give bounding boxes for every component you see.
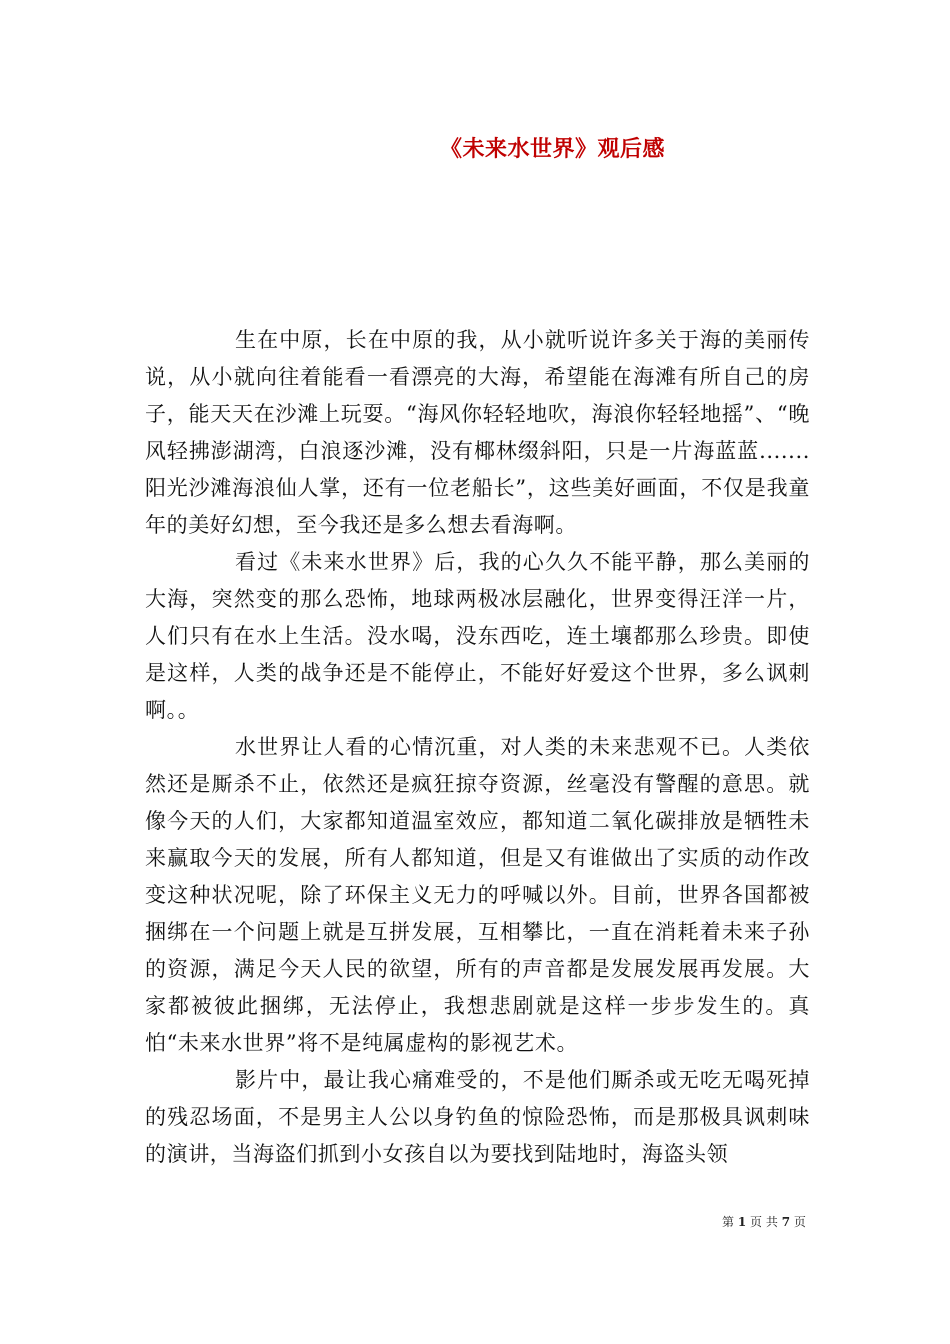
document-title: 《未来水世界》观后感: [440, 136, 666, 162]
footer-total-pages: 7: [781, 1215, 791, 1229]
footer-prefix: 第: [722, 1215, 735, 1229]
paragraph-1: 生在中原，长在中原的我，从小就听说许多关于海的美丽传说，从小就向往着能看一看漂亮的大海，希望能在海滩有所自己的房子，能天天在沙滩上玩耍。“海风你轻轻地吹，海浪你轻轻地摇”、“晚风轻拂澎湖湾，白浪逐沙滩，没有椰林缀斜阳，只是一片海蓝蓝.......阳光沙滩海浪仙人掌，还有一位老船长”，这些美好画面，不仅是我童年的美好幻想，至今我还是多么想去看海啊。: [145, 328, 810, 537]
paragraph-2: 看过《未来水世界》后，我的心久久不能平静，那么美丽的大海，突然变的那么恐怖，地球两极冰层融化，世界变得汪洋一片，人们只有在水上生活。没水喝，没东西吃，连土壤都那么珍贵。即使是这样，人类的战争还是不能停止，不能好好爱这个世界，多么讽刺啊。。: [145, 550, 810, 722]
footer-current-page: 1: [737, 1215, 747, 1229]
footer-suffix: 页: [793, 1215, 806, 1229]
paragraph-4: 影片中，最让我心痛难受的，不是他们厮杀或无吃无喝死掉的残忍场面，不是男主人公以身钓鱼的惊险恐怖，而是那极具讽刺味的演讲，当海盗们抓到小女孩自以为要找到陆地时，海盗头领: [145, 1068, 810, 1166]
document-body: [145, 322, 810, 1173]
footer-middle: 页 共: [750, 1215, 778, 1229]
paragraph-3: 水世界让人看的心情沉重，对人类的未来悲观不已。人类依然还是厮杀不止，依然还是疯狂掠夺资源，丝毫没有警醒的意思。就像今天的人们，大家都知道温室效应，都知道二氧化碳排放是牺牲未来赢取今天的发展，所有人都知道，但是又有谁做出了实质的动作改变这种状况呢，除了环保主义无力的呼喊以外。目前，世界各国都被捆绑在一个问题上就是互拼发展，互相攀比，一直在消耗着未来子孙的资源，满足今天人民的欲望，所有的声音都是发展发展再发展。大家都被彼此捆绑，无法停止，我想悲剧就是这样一步步发生的。真怕“未来水世界”将不是纯属虚构的影视艺术。: [145, 735, 810, 1055]
page-number-footer: [722, 1213, 806, 1230]
